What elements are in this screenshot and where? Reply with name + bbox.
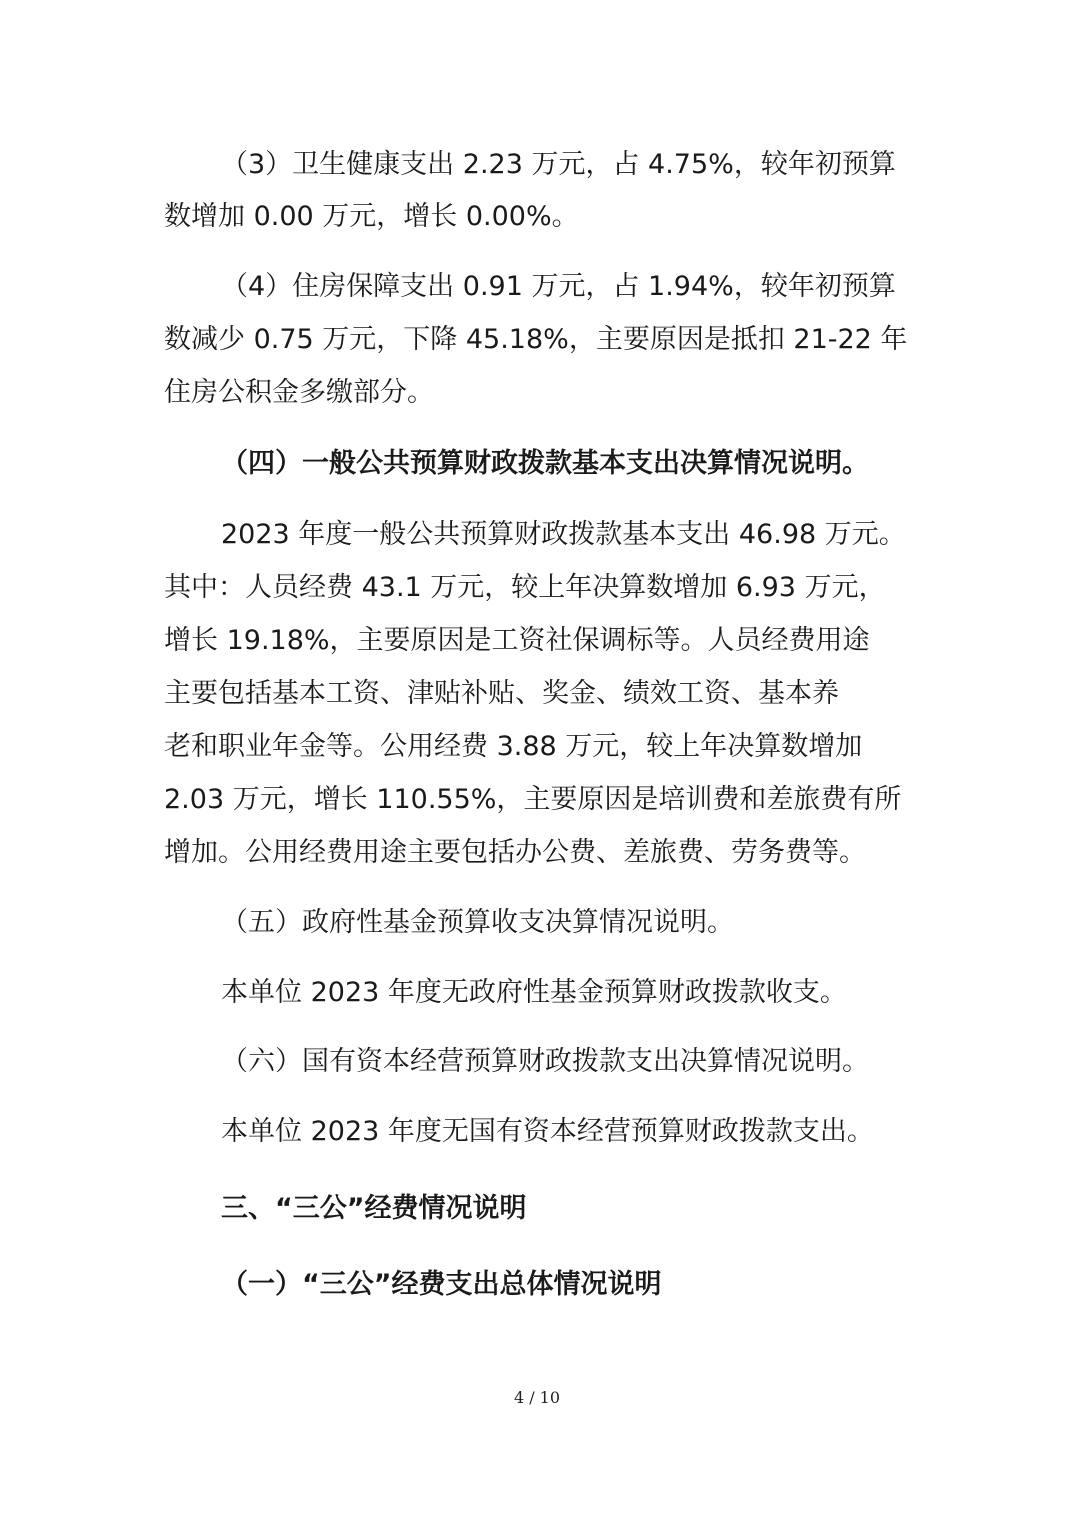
section-heading: （四）一般公共预算财政拨款基本支出决算情况说明。 [221, 448, 869, 479]
paragraph-line: 本单位 2023 年度无国有资本经营预算财政拨款支出。 [221, 1116, 874, 1147]
paragraph-line: （六）国有资本经营预算财政拨款支出决算情况说明。 [221, 1046, 869, 1077]
paragraph-line: 老和职业年金等。公用经费 3.88 万元，较上年决算数增加 [164, 731, 863, 762]
paragraph-line: 2023 年度一般公共预算财政拨款基本支出 46.98 万元。 [221, 519, 906, 550]
paragraph-line: 2.03 万元，增长 110.55%，主要原因是培训费和差旅费有所 [164, 784, 902, 815]
paragraph-line: 主要包括基本工资、津贴补贴、奖金、绩效工资、基本养 [164, 678, 839, 709]
paragraph-line: 增长 19.18%，主要原因是工资社保调标等。人员经费用途 [164, 625, 870, 656]
paragraph-line: （4）住房保障支出 0.91 万元，占 1.94%，较年初预算 [221, 271, 896, 302]
paragraph-line: 其中：人员经费 43.1 万元，较上年决算数增加 6.93 万元， [164, 572, 886, 603]
paragraph-line: （五）政府性基金预算收支决算情况说明。 [221, 907, 734, 938]
paragraph-line: 增加。公用经费用途主要包括办公费、差旅费、劳务费等。 [164, 837, 866, 868]
section-heading: 三、“三公”经费情况说明 [221, 1193, 527, 1224]
paragraph-line: （3）卫生健康支出 2.23 万元，占 4.75%，较年初预算 [221, 149, 896, 180]
paragraph-line: 住房公积金多缴部分。 [164, 377, 434, 408]
paragraph-line: 数增加 0.00 万元，增长 0.00%。 [164, 201, 579, 232]
paragraph-line: 本单位 2023 年度无政府性基金预算财政拨款收支。 [221, 977, 847, 1008]
paragraph-line: 数减少 0.75 万元，下降 45.18%，主要原因是抵扣 21-22 年 [164, 324, 908, 355]
section-heading: （一）“三公”经费支出总体情况说明 [221, 1269, 662, 1300]
page-number: 4 / 10 [513, 1388, 561, 1407]
